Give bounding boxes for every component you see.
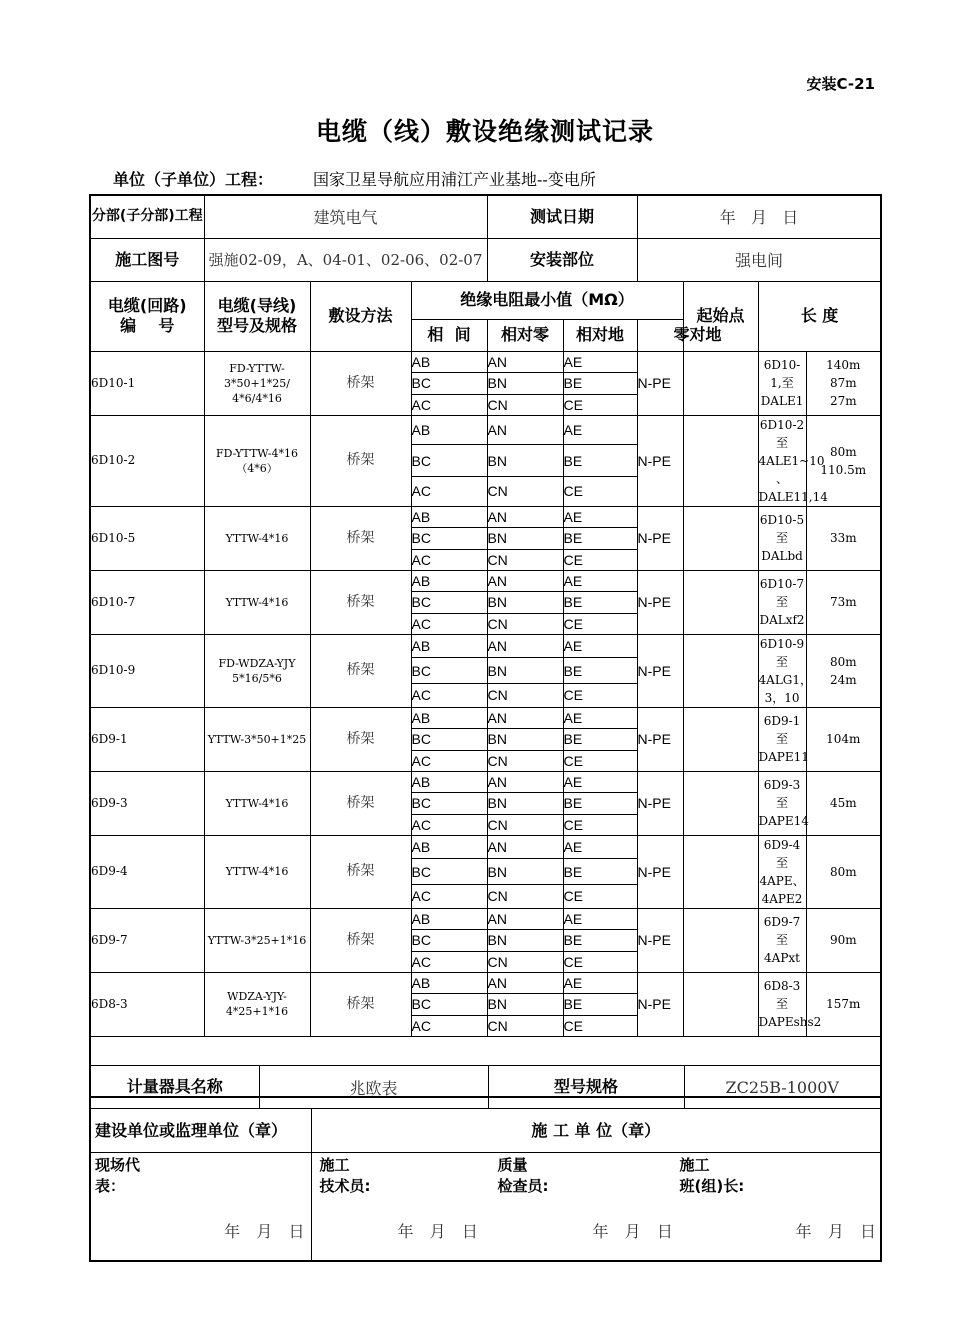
start-end-cell: 6D10-7至 DALxf2 (758, 570, 806, 634)
phase-ground-cell: BE (563, 993, 637, 1015)
phase-ground-cell: BE (563, 445, 637, 476)
blank-cell (683, 908, 758, 972)
phase-ground-cell: CE (563, 814, 637, 835)
length-cell: 33m (806, 506, 881, 570)
cable-spec-cell: YTTW-3*50+1*25 (204, 707, 310, 771)
col-start-end: 起始点 (683, 281, 758, 351)
test-date-value: 年 月 日 (637, 195, 881, 238)
phase-phase-cell: AC (411, 1015, 487, 1036)
cable-no-cell: 6D10-7 (90, 570, 204, 634)
start-end-cell: 6D10-9至 4ALG1， 3，10 (758, 634, 806, 707)
test-date-label: 测试日期 (487, 195, 637, 238)
qc-staff-date: 年 月 日 (592, 1222, 675, 1241)
neutral-ground-cell: N-PE (637, 835, 683, 908)
col-phase-between: 相 间 (411, 319, 487, 351)
phase-phase-cell: AB (411, 506, 487, 527)
laying-method-cell: 桥架 (310, 415, 411, 506)
cable-spec-cell: FD-YTTW- 3*50+1*25/ 4*6/4*16 (204, 351, 310, 415)
phase-neutral-cell: BN (487, 527, 563, 549)
col-phase-ground: 相对地 (563, 319, 637, 351)
length-cell: 104m (806, 707, 881, 771)
site-rep-label: 现场代 表： (95, 1156, 141, 1195)
laying-method-cell: 桥架 (310, 351, 411, 415)
phase-neutral-cell: BN (487, 859, 563, 884)
blank-cell (683, 570, 758, 634)
phase-ground-cell: BE (563, 527, 637, 549)
phase-phase-cell: AB (411, 351, 487, 372)
blank-cell (683, 351, 758, 415)
phase-neutral-cell: CN (487, 683, 563, 707)
length-cell: 157m (806, 972, 881, 1036)
cable-no-cell: 6D8-3 (90, 972, 204, 1036)
phase-phase-cell: AC (411, 750, 487, 771)
instrument-model-value: ZC25B-1000V (684, 1066, 881, 1109)
cable-spec-cell: YTTW-4*16 (204, 506, 310, 570)
unit-project-value: 国家卫星导航应用浦江产业基地--变电所 (313, 170, 596, 189)
division-value: 建筑电气 (204, 195, 487, 238)
laying-method-cell: 桥架 (310, 570, 411, 634)
cable-no-cell: 6D9-1 (90, 707, 204, 771)
neutral-ground-cell: N-PE (637, 634, 683, 707)
start-end-cell: 6D9-4至 4APE、 4APE2 (758, 835, 806, 908)
phase-phase-cell: AB (411, 634, 487, 658)
team-leader-date: 年 月 日 (795, 1222, 879, 1241)
length-cell: 80m (806, 835, 881, 908)
blank-cell (683, 415, 758, 506)
cable-no-cell: 6D9-7 (90, 908, 204, 972)
phase-ground-cell: AE (563, 771, 637, 792)
phase-neutral-cell: AN (487, 707, 563, 728)
phase-ground-cell: AE (563, 415, 637, 445)
unit-project-label: 单位（子单位）工程： (113, 170, 274, 189)
col-laying: 敷设方法 (310, 281, 411, 351)
blank-cell (683, 972, 758, 1036)
division-label: 分部(子分部)工程 (90, 195, 204, 238)
phase-ground-cell: BE (563, 372, 637, 394)
team-leader-label: 施工 班(组)长: (679, 1156, 745, 1195)
cable-no-cell: 6D9-4 (90, 835, 204, 908)
phase-phase-cell: AC (411, 549, 487, 570)
length-cell: 45m (806, 771, 881, 835)
cable-spec-cell: YTTW-4*16 (204, 570, 310, 634)
phase-ground-cell: BE (563, 792, 637, 814)
phase-phase-cell: BC (411, 929, 487, 951)
cable-no-cell: 6D10-5 (90, 506, 204, 570)
phase-ground-cell: CE (563, 951, 637, 972)
phase-neutral-cell: CN (487, 476, 563, 506)
neutral-ground-cell: N-PE (637, 415, 683, 506)
phase-ground-cell: AE (563, 972, 637, 993)
phase-phase-cell: AB (411, 908, 487, 929)
length-cell: 73m (806, 570, 881, 634)
table-row (90, 351, 881, 372)
phase-phase-cell: AC (411, 814, 487, 835)
phase-ground-cell: BE (563, 859, 637, 884)
form-code: 安装C-21 (806, 75, 875, 93)
neutral-ground-cell: N-PE (637, 570, 683, 634)
phase-neutral-cell: BN (487, 792, 563, 814)
phase-ground-cell: AE (563, 634, 637, 658)
phase-ground-cell: BE (563, 929, 637, 951)
blank-cell (683, 707, 758, 771)
length-cell: 80m 24m (806, 634, 881, 707)
laying-method-cell: 桥架 (310, 771, 411, 835)
phase-ground-cell: CE (563, 394, 637, 415)
phase-neutral-cell: AN (487, 908, 563, 929)
neutral-ground-cell: N-PE (637, 351, 683, 415)
length-cell: 80m 110.5m (806, 415, 881, 506)
page-title: 电缆（线）敷设绝缘测试记录 (315, 117, 654, 146)
cable-spec-cell: FD-WDZA-YJY 5*16/5*6 (204, 634, 310, 707)
cable-spec-cell: FD-YTTW-4*16 （4*6） (204, 415, 310, 506)
table-row (90, 506, 881, 527)
start-end-cell: 6D9-3至 DAPE14 (758, 771, 806, 835)
phase-neutral-cell: CN (487, 549, 563, 570)
table-row (90, 908, 881, 929)
phase-neutral-cell: BN (487, 445, 563, 476)
phase-neutral-cell: BN (487, 591, 563, 613)
phase-ground-cell: BE (563, 658, 637, 683)
cable-spec-cell: YTTW-4*16 (204, 835, 310, 908)
start-end-cell: 6D9-1至 DAPE11 (758, 707, 806, 771)
phase-neutral-cell: AN (487, 835, 563, 859)
contractor-label: 施 工 单 位（章） (311, 1109, 881, 1153)
cable-no-cell: 6D10-9 (90, 634, 204, 707)
phase-phase-cell: BC (411, 527, 487, 549)
phase-phase-cell: AC (411, 884, 487, 908)
neutral-ground-cell: N-PE (637, 707, 683, 771)
table-row (90, 835, 881, 859)
start-end-cell: 6D10-5至 DALbd (758, 506, 806, 570)
phase-phase-cell: AC (411, 613, 487, 634)
phase-phase-cell: AC (411, 951, 487, 972)
phase-ground-cell: AE (563, 835, 637, 859)
instrument-name-label: 计量器具名称 (90, 1066, 259, 1109)
signature-table (89, 1065, 882, 1262)
phase-ground-cell: CE (563, 884, 637, 908)
phase-neutral-cell: AN (487, 972, 563, 993)
phase-neutral-cell: CN (487, 814, 563, 835)
length-cell: 140m 87m 27m (806, 351, 881, 415)
phase-neutral-cell: AN (487, 634, 563, 658)
phase-neutral-cell: AN (487, 351, 563, 372)
site-rep-date: 年 月 日 (224, 1222, 307, 1241)
phase-ground-cell: AE (563, 506, 637, 527)
table-row (90, 771, 881, 792)
phase-phase-cell: BC (411, 728, 487, 750)
blank-cell (683, 771, 758, 835)
owner-label: 建设单位或监理单位（章） (90, 1109, 311, 1153)
phase-phase-cell: AC (411, 394, 487, 415)
laying-method-cell: 桥架 (310, 908, 411, 972)
phase-phase-cell: BC (411, 372, 487, 394)
phase-neutral-cell: AN (487, 506, 563, 527)
cable-spec-cell: YTTW-4*16 (204, 771, 310, 835)
phase-ground-cell: AE (563, 908, 637, 929)
col-insulation: 绝缘电阻最小值（MΩ） (411, 281, 683, 319)
phase-phase-cell: BC (411, 792, 487, 814)
laying-method-cell: 桥架 (310, 835, 411, 908)
col-cable-no: 电缆(回路)编 号 (90, 281, 204, 351)
phase-phase-cell: BC (411, 993, 487, 1015)
phase-phase-cell: AB (411, 570, 487, 591)
phase-phase-cell: AB (411, 707, 487, 728)
neutral-ground-cell: N-PE (637, 506, 683, 570)
col-phase-neutral: 相对零 (487, 319, 563, 351)
phase-phase-cell: AC (411, 476, 487, 506)
col-cable-type: 电缆(导线)型号及规格 (204, 281, 310, 351)
laying-method-cell: 桥架 (310, 506, 411, 570)
phase-ground-cell: CE (563, 476, 637, 506)
laying-method-cell: 桥架 (310, 972, 411, 1036)
phase-neutral-cell: AN (487, 771, 563, 792)
phase-phase-cell: BC (411, 658, 487, 683)
phase-neutral-cell: CN (487, 394, 563, 415)
col-length: 长 度 (758, 281, 881, 351)
neutral-ground-cell: N-PE (637, 972, 683, 1036)
table-row (90, 634, 881, 658)
phase-neutral-cell: BN (487, 929, 563, 951)
cable-no-cell: 6D10-1 (90, 351, 204, 415)
cable-spec-cell: WDZA-YJY- 4*25+1*16 (204, 972, 310, 1036)
start-end-cell: 6D8-3至 DAPEshs2 (758, 972, 806, 1036)
phase-ground-cell: BE (563, 728, 637, 750)
install-loc-label: 安装部位 (487, 238, 637, 281)
phase-ground-cell: CE (563, 1015, 637, 1036)
length-cell: 90m (806, 908, 881, 972)
table-row (90, 415, 881, 445)
table-row (90, 972, 881, 993)
phase-ground-cell: AE (563, 707, 637, 728)
phase-ground-cell: CE (563, 613, 637, 634)
phase-neutral-cell: CN (487, 750, 563, 771)
contractor-sign-cell (311, 1153, 881, 1261)
tech-staff-label: 施工 技术员: (319, 1156, 371, 1195)
phase-neutral-cell: BN (487, 658, 563, 683)
drawing-value: 强施02-09，A、04-01、02-06、02-07 (204, 238, 487, 281)
phase-ground-cell: AE (563, 570, 637, 591)
phase-ground-cell: AE (563, 351, 637, 372)
start-end-cell: 6D9-7至 4APxt (758, 908, 806, 972)
cable-no-cell: 6D10-2 (90, 415, 204, 506)
phase-phase-cell: BC (411, 859, 487, 884)
cable-no-cell: 6D9-3 (90, 771, 204, 835)
start-end-cell: 6D10-2至 4ALE1~10 、 DALE11,14 (758, 415, 806, 506)
phase-neutral-cell: AN (487, 415, 563, 445)
laying-method-cell: 桥架 (310, 707, 411, 771)
instrument-name-value: 兆欧表 (259, 1066, 488, 1109)
instrument-model-label: 型号规格 (488, 1066, 684, 1109)
neutral-ground-cell: N-PE (637, 908, 683, 972)
install-loc-value: 强电间 (637, 238, 881, 281)
phase-neutral-cell: CN (487, 884, 563, 908)
phase-neutral-cell: BN (487, 728, 563, 750)
phase-ground-cell: CE (563, 750, 637, 771)
tech-staff-date: 年 月 日 (397, 1222, 480, 1241)
blank-cell (683, 634, 758, 707)
phase-neutral-cell: CN (487, 613, 563, 634)
phase-phase-cell: BC (411, 591, 487, 613)
phase-phase-cell: AB (411, 835, 487, 859)
site-rep-cell (90, 1153, 311, 1261)
col-neutral-ground: 零对地 (637, 319, 758, 351)
phase-neutral-cell: CN (487, 951, 563, 972)
phase-ground-cell: CE (563, 549, 637, 570)
phase-neutral-cell: AN (487, 570, 563, 591)
phase-phase-cell: BC (411, 445, 487, 476)
phase-phase-cell: AB (411, 415, 487, 445)
table-row (90, 570, 881, 591)
phase-phase-cell: AB (411, 972, 487, 993)
table-row (90, 707, 881, 728)
blank-cell (683, 835, 758, 908)
drawing-label: 施工图号 (90, 238, 204, 281)
neutral-ground-cell: N-PE (637, 771, 683, 835)
phase-neutral-cell: BN (487, 372, 563, 394)
phase-ground-cell: BE (563, 591, 637, 613)
phase-neutral-cell: BN (487, 993, 563, 1015)
laying-method-cell: 桥架 (310, 634, 411, 707)
phase-neutral-cell: CN (487, 1015, 563, 1036)
record-table (89, 194, 882, 1098)
blank-cell (683, 506, 758, 570)
phase-ground-cell: CE (563, 683, 637, 707)
qc-staff-label: 质量 检查员: (497, 1156, 549, 1195)
phase-phase-cell: AB (411, 771, 487, 792)
start-end-cell: 6D10-1,至 DALE1 (758, 351, 806, 415)
cable-spec-cell: YTTW-3*25+1*16 (204, 908, 310, 972)
phase-phase-cell: AC (411, 683, 487, 707)
